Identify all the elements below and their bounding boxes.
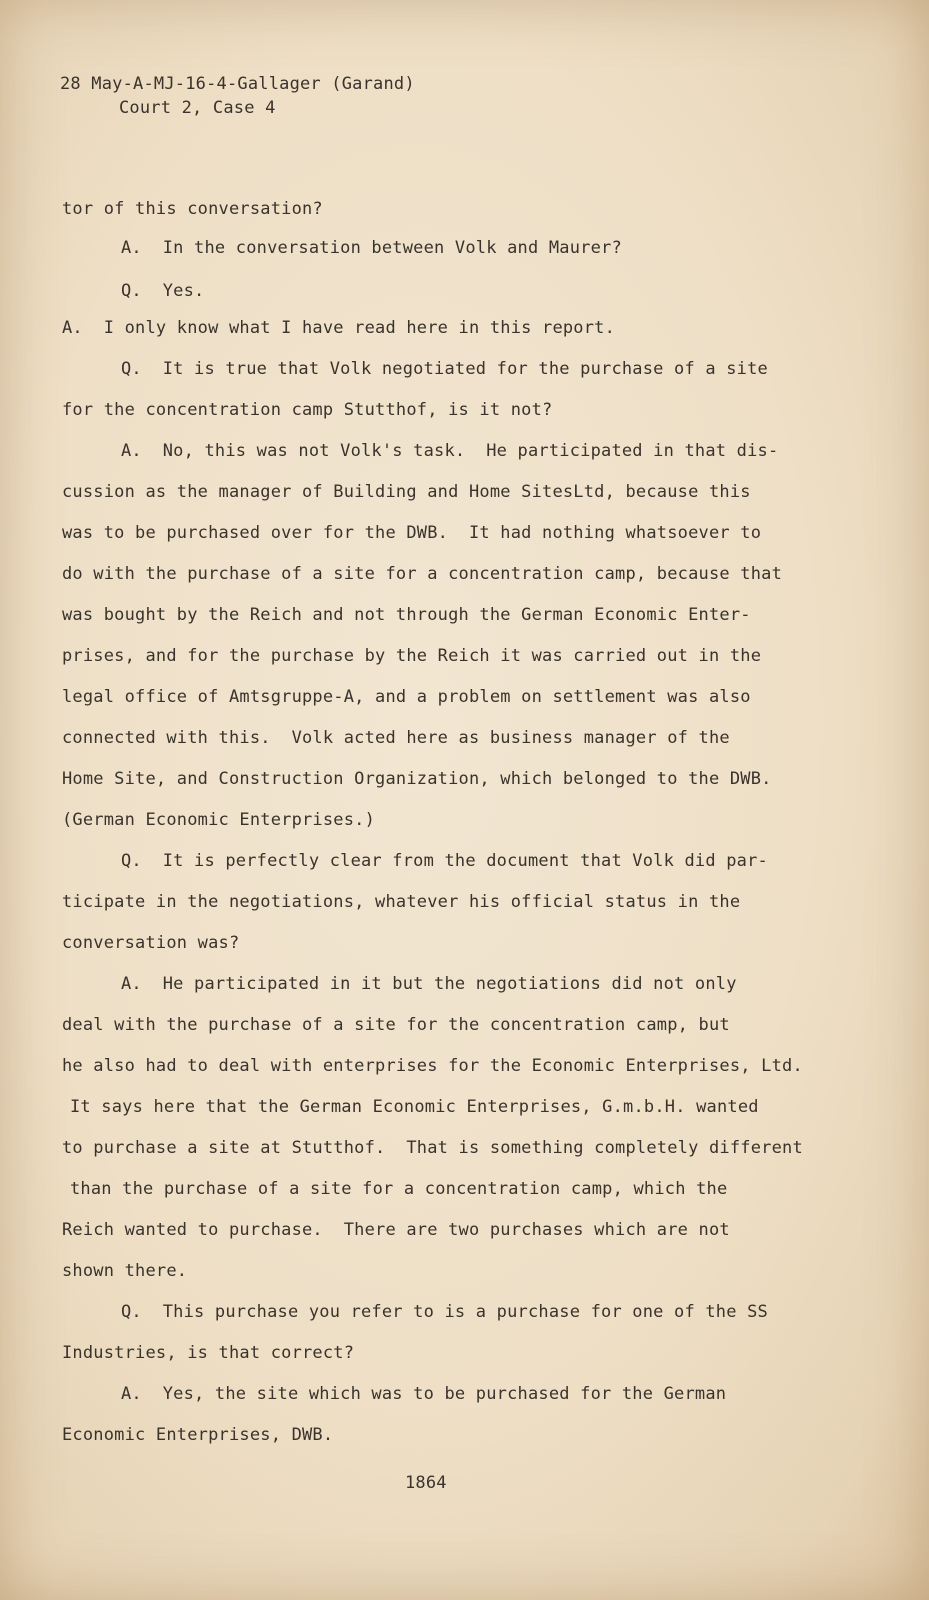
transcript-line: It says here that the German Economic Enterprises, G.m.b.H. wanted bbox=[70, 1097, 759, 1117]
transcript-line: shown there. bbox=[62, 1261, 188, 1281]
transcript-line: Q. It is perfectly clear from the document that Volk did par- bbox=[121, 851, 768, 871]
transcript-line: prises, and for the purchase by the Reich it was carried out in the bbox=[62, 646, 762, 666]
transcript-line: than the purchase of a site for a concentration camp, which the bbox=[70, 1179, 728, 1199]
transcript-line: was to be purchased over for the DWB. It had nothing whatsoever to bbox=[62, 523, 762, 543]
transcript-line: connected with this. Volk acted here as business manager of the bbox=[62, 728, 730, 748]
transcript-line: to purchase a site at Stutthof. That is something completely different bbox=[62, 1138, 803, 1158]
transcript-line: was bought by the Reich and not through the German Economic Enter- bbox=[62, 605, 751, 625]
transcript-line: Reich wanted to purchase. There are two purchases which are not bbox=[62, 1220, 730, 1240]
transcript-line: he also had to deal with enterprises for the Economic Enterprises, Ltd. bbox=[62, 1056, 803, 1076]
transcript-line: (German Economic Enterprises.) bbox=[62, 810, 376, 830]
transcript-line: for the concentration camp Stutthof, is it not? bbox=[62, 400, 553, 420]
transcript-line: A. He participated in it but the negotiations did not only bbox=[121, 974, 737, 994]
transcript-line: Economic Enterprises, DWB. bbox=[62, 1425, 334, 1445]
transcript-line: deal with the purchase of a site for the concentration camp, but bbox=[62, 1015, 730, 1035]
transcript-line: conversation was? bbox=[62, 933, 240, 953]
transcript-line: A. In the conversation between Volk and Maurer? bbox=[121, 238, 622, 258]
transcript-line: A. I only know what I have read here in this report. bbox=[62, 318, 616, 338]
transcript-line: Q. Yes. bbox=[121, 281, 205, 301]
header-court-case: Court 2, Case 4 bbox=[119, 98, 276, 118]
transcript-line: ticipate in the negotiations, whatever his official status in the bbox=[62, 892, 741, 912]
transcript-line: Q. This purchase you refer to is a purchase for one of the SS bbox=[121, 1302, 768, 1322]
transcript-line: A. No, this was not Volk's task. He participated in that dis- bbox=[121, 441, 779, 461]
transcript-line: Home Site, and Construction Organization, which belonged to the DWB. bbox=[62, 769, 772, 789]
transcript-line: do with the purchase of a site for a concentration camp, because that bbox=[62, 564, 783, 584]
transcript-line: A. Yes, the site which was to be purchased for the German bbox=[121, 1384, 727, 1404]
header-case-reference: 28 May-A-MJ-16-4-Gallager (Garand) bbox=[60, 74, 415, 94]
page-number: 1864 bbox=[405, 1473, 447, 1493]
transcript-line: legal office of Amtsgruppe-A, and a problem on settlement was also bbox=[62, 687, 751, 707]
transcript-line: tor of this conversation? bbox=[62, 199, 323, 219]
transcript-line: Q. It is true that Volk negotiated for the purchase of a site bbox=[121, 359, 768, 379]
transcript-line: cussion as the manager of Building and Home SitesLtd, because this bbox=[62, 482, 751, 502]
transcript-line: Industries, is that correct? bbox=[62, 1343, 355, 1363]
